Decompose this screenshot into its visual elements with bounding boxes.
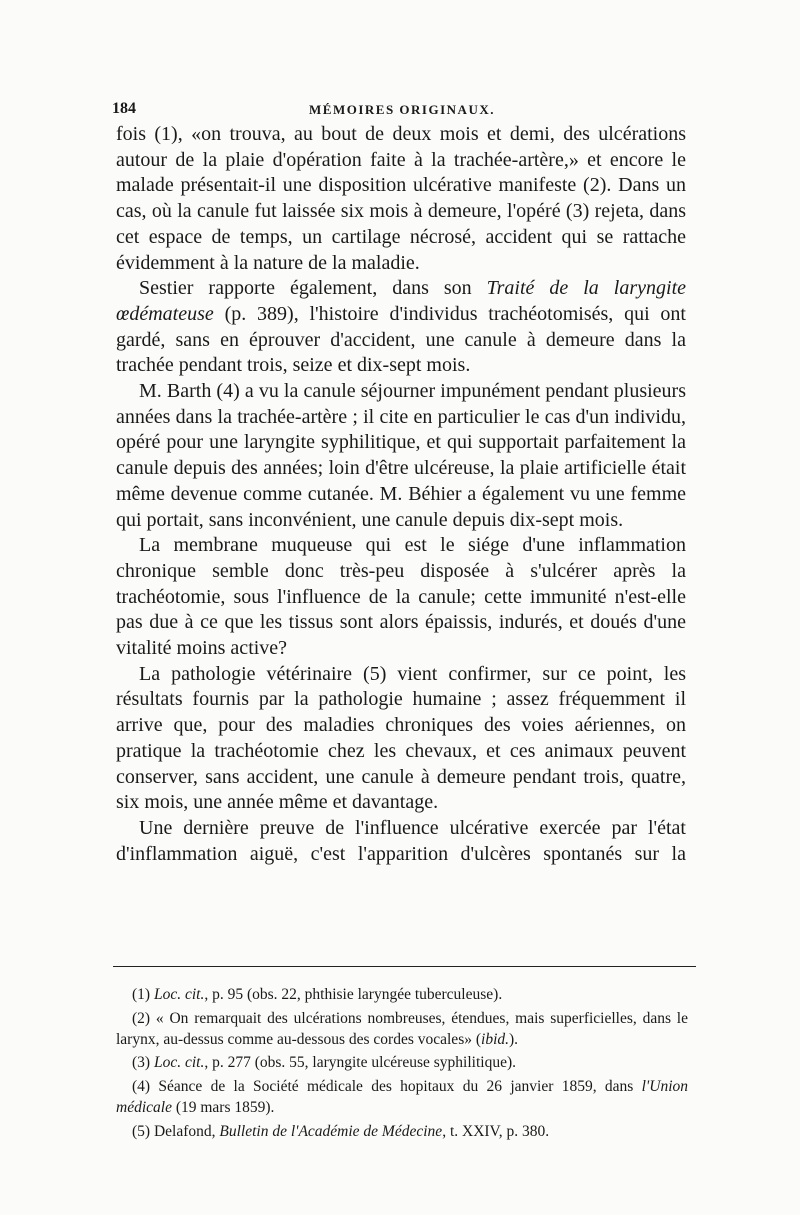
footnote-3-italic: Loc. cit. bbox=[153, 1054, 205, 1072]
footnote-5-a: (5) Delafond, bbox=[132, 1122, 220, 1140]
paragraph-1: fois (1), «on trouva, au bout de deux mois et demi, des ulcérations autour de la plaie d'opération faite à la trachée-artère,» et encore le malade présentait-il une disposition ulcérative manifeste (2). Dans un cas, où la canule fut laissée six mois à demeure, l'opéré (3) rejeta, dans cet espace de temps, un cartilage nécrosé, accident qui se rattache évidemment à la nature de la maladie. bbox=[116, 123, 686, 274]
footnote-2-b: ). bbox=[509, 1030, 519, 1048]
footnotes bbox=[116, 985, 688, 1146]
paragraph-2-book-title: Traité de la laryngite œdémateuse bbox=[116, 277, 686, 325]
footnote-5-italic: Bulletin de l'Académie de Médecine bbox=[219, 1122, 443, 1140]
running-title: MÉMOIRES ORIGINAUX. bbox=[309, 102, 495, 117]
footnote-4-italic: l'Union médicale bbox=[116, 1078, 688, 1116]
footnote-1-a: (1) bbox=[132, 986, 154, 1003]
footnote-2-a: (2) « On remarquait des ulcérations nombreuses, étendues, mais superficielles, dans le larynx, au-dessus comme au-dessous des cordes vocales» ( bbox=[116, 1009, 688, 1048]
footnote-4-b: (19 mars 1859). bbox=[171, 1098, 275, 1116]
main-text bbox=[116, 122, 686, 867]
footnote-3-a: (3) bbox=[132, 1054, 154, 1072]
paragraph-5: La pathologie vétérinaire (5) vient confirmer, sur ce point, les résultats fournis par la pathologie humaine ; assez fréquemment il arrive que, pour des maladies chroniques des voies aériennes, on pratique la trachéotomie chez les chevaux, et ces animaux peuvent conserver, sans accident, une canule à demeure pendant trois, quatre, six mois, une année même et davantage. bbox=[116, 662, 686, 814]
paragraph-3: M. Barth (4) a vu la canule séjourner impunément pendant plusieurs années dans la trachée-artère ; il cite en particulier le cas d'un individu, opéré pour une laryngite syphilitique, et qui supportait parfaitement la canule depuis des années; loin d'être ulcéreuse, la plaie artificielle était même devenue comme cutanée. M. Béhier a également vu une femme qui portait, sans inconvénient, une canule depuis dix-sept mois. bbox=[116, 380, 686, 531]
footnote-4-a: (4) Séance de la Société médicale des hopitaux du 26 janvier 1859, dans bbox=[132, 1078, 642, 1096]
footnote-1-b: , p. 95 (obs. 22, phthisie laryngée tuberculeuse). bbox=[204, 986, 503, 1003]
paragraph-2 bbox=[116, 276, 686, 379]
page-number: 184 bbox=[112, 100, 136, 117]
footnote-1-italic: Loc. cit. bbox=[153, 986, 205, 1003]
paragraph-6: Une dernière preuve de l'influence ulcérative exercée par l'état d'inflammation aiguë, c'est l'apparition d'ulcères spontanés sur la bbox=[116, 816, 686, 865]
running-header bbox=[112, 100, 692, 122]
footnote-2 bbox=[116, 1009, 688, 1051]
footnote-divider bbox=[113, 966, 696, 967]
paragraph-2-text-a: Sestier rapporte également, dans son bbox=[139, 277, 487, 300]
footnote-3 bbox=[116, 1053, 688, 1074]
paragraph-2-text-b: (p. 389), l'histoire d'individus trachéotomisés, qui ont gardé, sans en éprouver d'accident, une canule à demeure dans la trachée pendant trois, seize et dix-sept mois. bbox=[116, 302, 686, 377]
paragraph-4: La membrane muqueuse qui est le siége d'une inflammation chronique semble donc très-peu disposée à s'ulcérer après la trachéotomie, sous l'influence de la canule; cette immunité n'est-elle pas due à ce que les tissus sont alors épaissis, indurés, et doués d'une vitalité moins active? bbox=[116, 534, 686, 660]
footnote-4 bbox=[116, 1077, 688, 1119]
footnote-3-b: , p. 277 (obs. 55, laryngite ulcéreuse syphilitique). bbox=[204, 1054, 516, 1072]
footnote-5 bbox=[116, 1122, 688, 1143]
footnote-5-b: , t. XXIV, p. 380. bbox=[442, 1122, 550, 1140]
footnote-1 bbox=[116, 985, 688, 1006]
footnote-2-italic: ibid. bbox=[481, 1030, 510, 1048]
